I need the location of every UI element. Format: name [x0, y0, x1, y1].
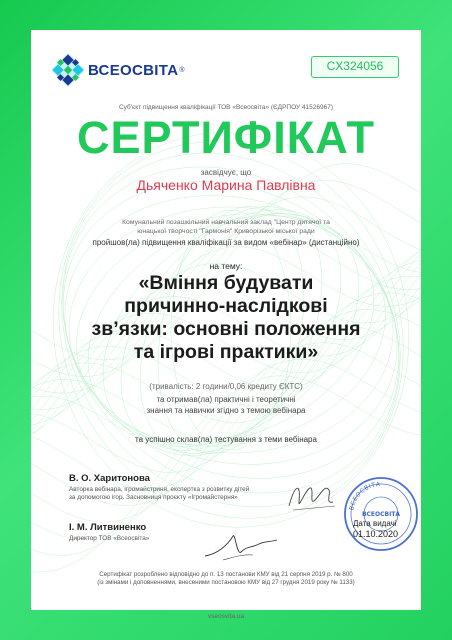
signatory-role-line: за допомогою ігор. Засновниця проєкту «Ігромайстерня»: [69, 494, 238, 501]
stamp-ring-text: ВСЕОСВІТА: [348, 480, 381, 511]
brand-registered-mark: ®: [179, 66, 185, 74]
topic-line: та ігрові практики»: [133, 341, 319, 363]
duration-text: (тривалість: 2 години/0,06 кредиту ЄКТС): [149, 382, 303, 391]
on-topic-label: на тему:: [209, 261, 243, 271]
issue-date: 01.10.2020: [353, 529, 399, 539]
practice-text: [31, 394, 421, 416]
test-text: та успішно склав(ла) тестування з теми вебінара: [135, 435, 317, 444]
footnote-line: Сертифікат розроблено відповідно до п. 13 постанови КМУ від 21 серпня 2019 р. № 800: [99, 571, 353, 578]
signatory-name: І. М. Литвиненко: [69, 522, 147, 533]
signatory-role: [69, 486, 299, 502]
topic-line: «Вміння будувати: [138, 272, 314, 294]
snowflake-logo-icon: [53, 55, 83, 85]
qualification-text: пройшов(ла) підвищення кваліфікації за видом «вебінар» (дистанційно): [92, 238, 360, 247]
organization-line: Комунальний позашкільний навчальний заклад "Центр дитячої та: [122, 219, 330, 226]
certificate-title: СЕРТИФІКАТ: [77, 112, 375, 163]
site-url: vseosvita.ua: [207, 613, 245, 620]
recipient-name: Дьяченко Марина Павлівна: [136, 177, 316, 193]
topic-line: зв’язки: основні положення: [91, 318, 361, 340]
organization: [31, 218, 421, 236]
signatory-role-line: Авторка вебінара, ігромайстриня, експертка з розвитку дітей: [69, 486, 250, 493]
subject-line: Суб'єкт підвищення кваліфікації ТОВ «Всеосвіта» (ЄДРПОУ 41526967): [118, 104, 334, 111]
handwritten-signature-icon: [201, 526, 281, 566]
signatory-name: В. О. Харитонова: [69, 473, 150, 484]
webinar-topic: [31, 272, 421, 364]
practice-line: та отримав(ла) практичні і теоретичні: [156, 395, 296, 404]
handwritten-signature-icon: [281, 476, 341, 516]
certificate-code: CX324056: [311, 56, 399, 78]
brand-logo: [53, 50, 185, 90]
stamp-center-text: ВСЕОСВІТА: [361, 511, 401, 518]
brand-name: ВСЕОСВІТА: [88, 61, 179, 79]
practice-line: знання та навички згідно з темою вебінара: [146, 406, 306, 415]
signatory-role-line: Директор ТОВ «Всеосвіта»: [69, 535, 150, 542]
footnote: [31, 571, 421, 587]
certifies-text: засвідчує, що: [200, 168, 252, 177]
signatory-author: [69, 473, 299, 502]
issue-date-label: Дата видачі: [353, 519, 397, 528]
svg-text:ВСЕОСВІТА: [348, 481, 381, 511]
footnote-line: (із змінами і доповненнями, внесеними постановою КМУ від 27 грудня 2019 року № 1133): [97, 579, 355, 586]
topic-line: причинно-наслідкові: [124, 295, 328, 317]
round-seal-icon: [342, 475, 420, 553]
organization-line: юнацької творчості "Гармонія" Криворізької міської ради: [137, 228, 315, 235]
certificate-sheet: [31, 30, 421, 620]
